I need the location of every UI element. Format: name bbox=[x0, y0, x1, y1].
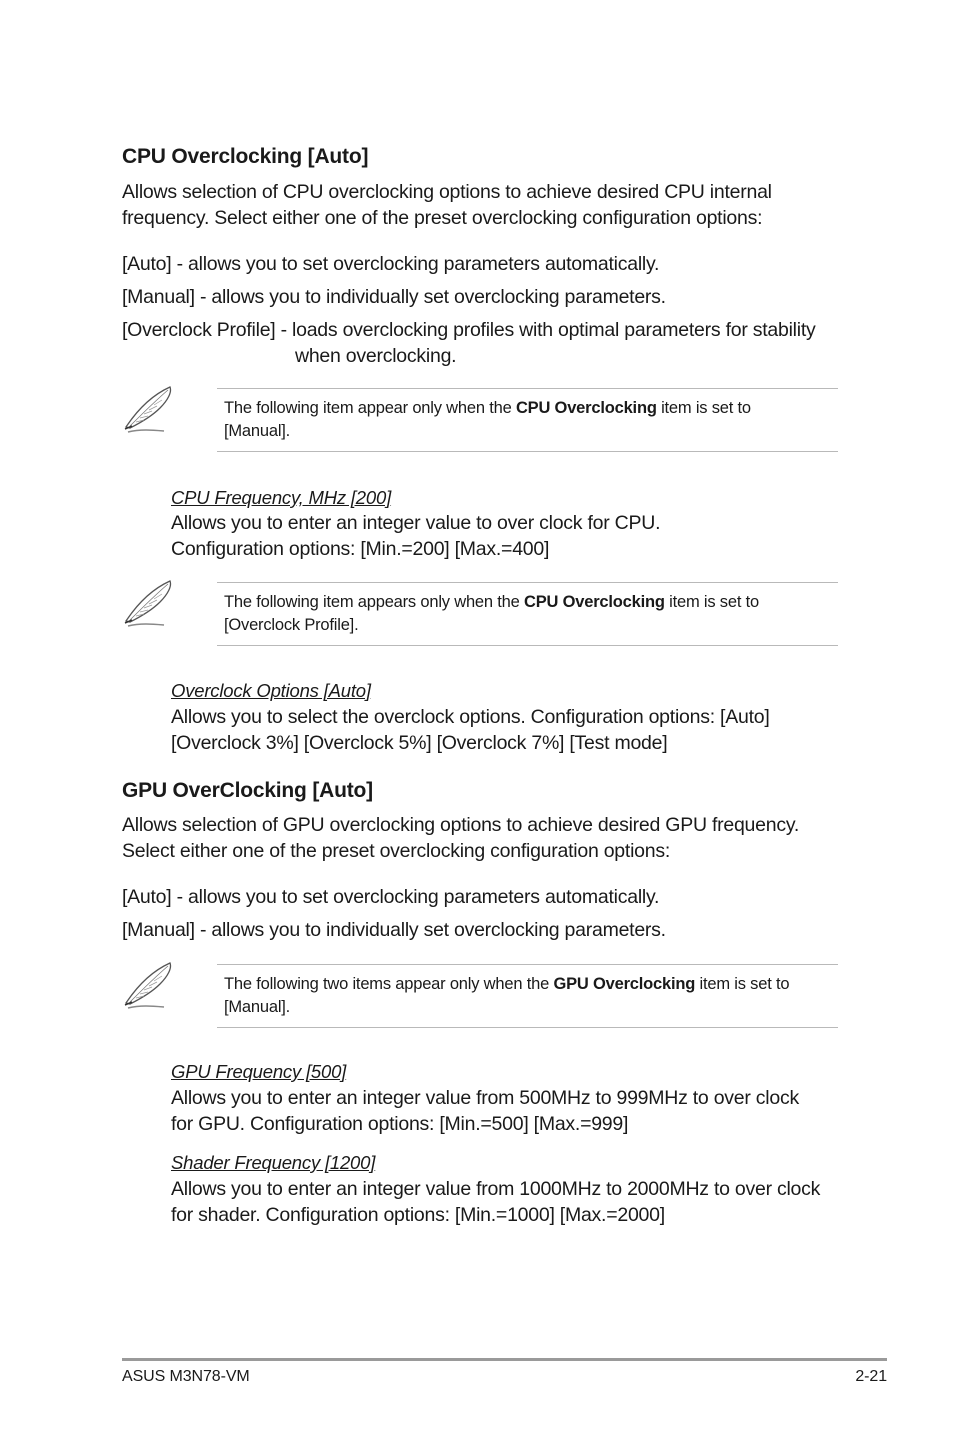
note3-text: The following two items appear only when the GPU Overclocking item is set to bbox=[224, 975, 790, 993]
note2-top-rule bbox=[217, 582, 838, 583]
overclock-options-line2: [Overclock 3%] [Overclock 5%] [Overclock 7%] [Test mode] bbox=[171, 732, 668, 754]
gpu-option-auto: [Auto] - allows you to set overclocking parameters automatically. bbox=[122, 886, 660, 908]
cpu-option-profile-line2: when overclocking. bbox=[295, 345, 457, 367]
gpu-intro-line2: Select either one of the preset overclocking configuration options: bbox=[122, 840, 671, 862]
footer-page-number: 2-21 bbox=[855, 1368, 887, 1385]
gpu-intro-line1: Allows selection of GPU overclocking options to achieve desired GPU frequency. bbox=[122, 814, 800, 836]
gpu-overclocking-heading: GPU OverClocking [Auto] bbox=[122, 779, 373, 802]
cpu-frequency-line1: Allows you to enter an integer value to over clock for CPU. bbox=[171, 512, 661, 534]
gpu-frequency-line1: Allows you to enter an integer value from 500MHz to 999MHz to over clock bbox=[171, 1087, 799, 1109]
note3-text-line2: [Manual]. bbox=[224, 998, 291, 1016]
cpu-intro-line2: frequency. Select either one of the preset overclocking configuration options: bbox=[122, 207, 763, 229]
cpu-intro-line1: Allows selection of CPU overclocking options to achieve desired CPU internal bbox=[122, 181, 772, 203]
overclock-options-line1: Allows you to select the overclock options. Configuration options: [Auto] bbox=[171, 706, 770, 728]
gpu-frequency-line2: for GPU. Configuration options: [Min.=500] [Max.=999] bbox=[171, 1113, 629, 1135]
shader-frequency-title: Shader Frequency [1200] bbox=[171, 1152, 376, 1173]
note3-bottom-rule bbox=[217, 1027, 838, 1028]
pen-note-icon bbox=[122, 960, 176, 1010]
note1-text: The following item appear only when the CPU Overclocking item is set to bbox=[224, 399, 751, 417]
cpu-frequency-line2: Configuration options: [Min.=200] [Max.=400] bbox=[171, 538, 550, 560]
gpu-option-manual: [Manual] - allows you to individually set overclocking parameters. bbox=[122, 919, 666, 941]
cpu-frequency-title: CPU Frequency, MHz [200] bbox=[171, 487, 392, 508]
note2-bottom-rule bbox=[217, 645, 838, 646]
cpu-option-profile-line1: [Overclock Profile] - loads overclocking profiles with optimal parameters for stability bbox=[122, 319, 816, 341]
cpu-overclocking-heading: CPU Overclocking [Auto] bbox=[122, 145, 369, 168]
note1-text-line2: [Manual]. bbox=[224, 422, 291, 440]
note1-top-rule bbox=[217, 388, 838, 389]
pen-note-icon bbox=[122, 384, 176, 434]
cpu-option-manual: [Manual] - allows you to individually set overclocking parameters. bbox=[122, 286, 666, 308]
shader-frequency-line2: for shader. Configuration options: [Min.=1000] [Max.=2000] bbox=[171, 1204, 665, 1226]
note1-bottom-rule bbox=[217, 451, 838, 452]
footer-product-name: ASUS M3N78-VM bbox=[122, 1368, 250, 1385]
note3-top-rule bbox=[217, 964, 838, 965]
shader-frequency-line1: Allows you to enter an integer value from 1000MHz to 2000MHz to over clock bbox=[171, 1178, 821, 1200]
note2-text-line2: [Overclock Profile]. bbox=[224, 616, 359, 634]
cpu-option-auto: [Auto] - allows you to set overclocking parameters automatically. bbox=[122, 253, 660, 275]
note2-text: The following item appears only when the CPU Overclocking item is set to bbox=[224, 593, 759, 611]
pen-note-icon bbox=[122, 578, 176, 628]
gpu-frequency-title: GPU Frequency [500] bbox=[171, 1061, 347, 1082]
overclock-options-title: Overclock Options [Auto] bbox=[171, 680, 371, 701]
footer-rule bbox=[122, 1358, 887, 1361]
